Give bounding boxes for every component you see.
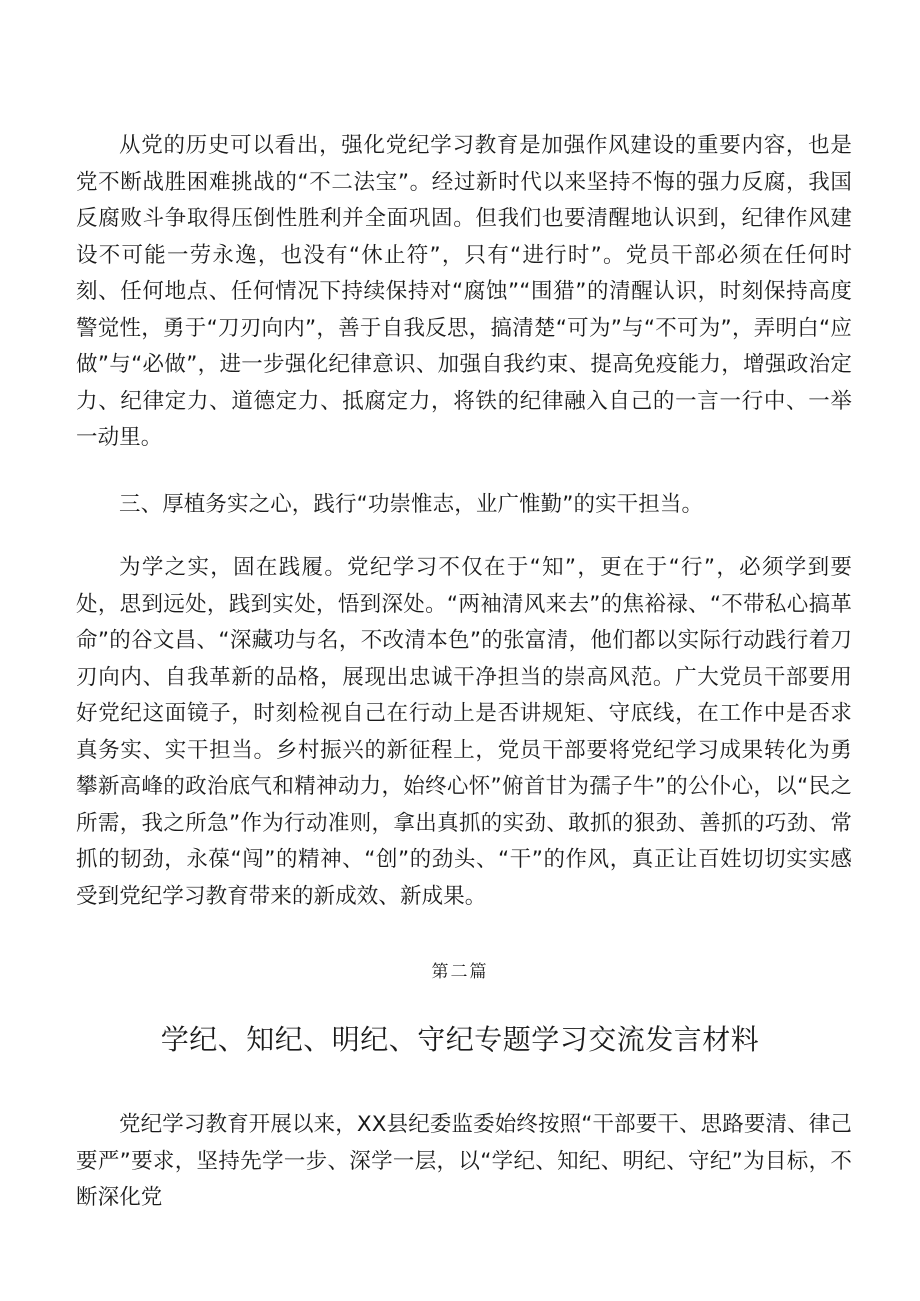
body-paragraph-discipline-history: 从党的历史可以看出，强化党纪学习教育是加强作风建设的重要内容，也是党不断战胜困难挑战的“不二法宝”。经过新时代以来坚持不悔的强力反腐，我国反腐败斗争取得压倒性胜利并全面巩固。但我们也要清醒地认识到，纪律作风建设不可能一劳永逸，也没有“休止符”，只有“进行时”。党员干部必须在任何时刻、任何地点、任何情况下持续保持对“腐蚀”“围猎”的清醒认识，时刻保持高度警觉性，勇于“刀刃向内”，善于自我反思，搞清楚“可为”与“不可为”，弄明白“应做”与“必做”，进一步强化纪律意识、加强自我约束、提高免疫能力，增强政治定力、纪律定力、道德定力、抵腐定力，将铁的纪律融入自己的一言一行中、一举一动里。 — [76, 133, 852, 450]
document-title: 学纪、知纪、明纪、守纪专题学习交流发言材料 — [160, 1023, 760, 1056]
body-paragraph-practice: 为学之实，固在践履。党纪学习不仅在于“知”，更在于“行”，必须学到要处，思到远处，践到实处，悟到深处。“两袖清风来去”的焦裕禄、“不带私心搞革命”的谷文昌、“深藏功与名，不改清本色”的张富清，他们都以实际行动践行着刀刃向内、自我革新的品格，展现出忠诚干净担当的崇高风范。广大党员干部要用好党纪这面镜子，时刻检视自己在行动上是否讲规矩、守底线，在工作中是否求真务实、实干担当。乡村振兴的新征程上，党员干部要将党纪学习成果转化为勇攀新高峰的政治底气和精神动力，始终心怀”俯首甘为孺子牛”的公仆心，以“民之所需，我之所急”作为行动准则，拿出真抓的实劲、敢抓的狠劲、善抓的巧劲、常抓的韧劲，永葆“闯”的精神、“创”的劲头、“干”的作风，真正让百姓切切实实感受到党纪学习教育带来的新成效、新成果。 — [76, 555, 852, 909]
section-heading-three: 三、厚植务实之心，践行“功崇惟志，业广惟勤”的实干担当。 — [119, 492, 704, 517]
section-label: 第二篇 — [431, 962, 489, 982]
body-paragraph-intro: 党纪学习教育开展以来，XX县纪委监委始终按照“干部要干、思路要清、律己要严”要求，坚持先学一步、深学一层，以“学纪、知纪、明纪、守纪”为目标，不断深化党 — [76, 1112, 852, 1210]
